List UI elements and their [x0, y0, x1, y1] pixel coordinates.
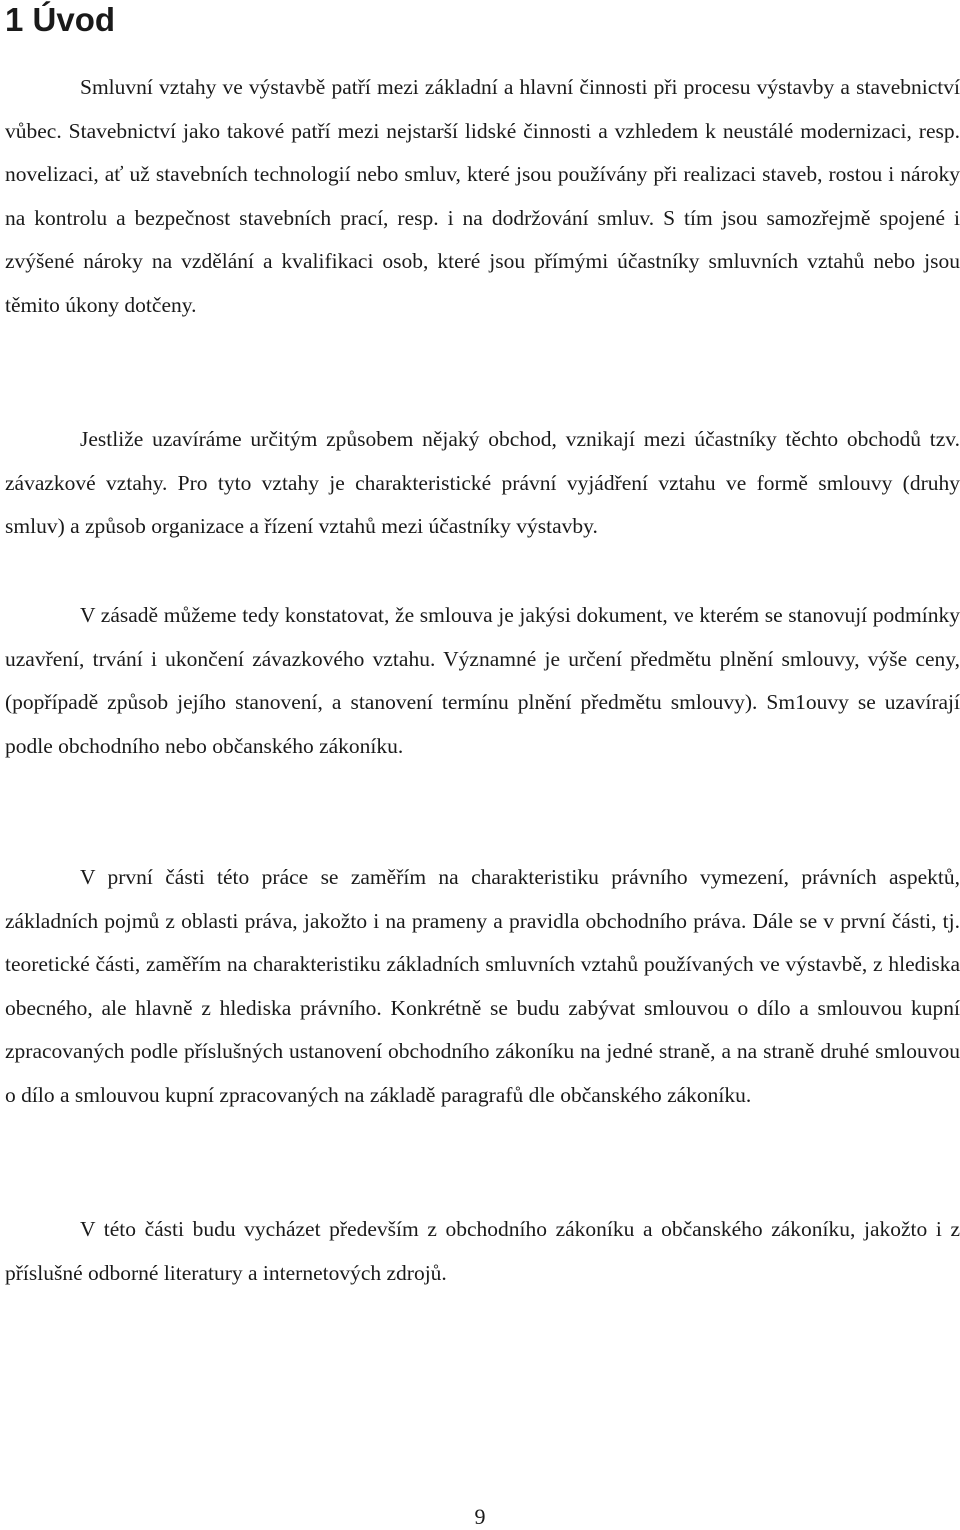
paragraph-2: Jestliže uzavíráme určitým způsobem nějaký obchod, vznikají mezi účastníky těchto obchodů tzv. závazkové vztahy. Pro tyto vztahy je charakteristické právní vyjádření vztahu ve formě smlouvy (druhy smluv) a způsob organizace a řízení vztahů mezi účastníky výstavby. — [5, 427, 960, 538]
paragraph-4: V první části této práce se zaměřím na charakteristiku právního vymezení, právních aspektů, základních pojmů z oblasti práva, jakožto i na prameny a pravidla obchodního práva. Dále se v první části, tj. teoretické části, zaměřím na charakteristiku základních smluvních vztahů používaných ve výstavbě, z hlediska obecného, ale hlavně z hlediska právního. Konkrétně se budu zabývat smlouvou o dílo a smlouvou kupní zpracovaných podle příslušných ustanovení obchodního zákoníku na jedné straně, a na straně druhé smlouvou o dílo a smlouvou kupní zpracovaných na základě paragrafů dle občanského zákoníku. — [5, 865, 960, 1107]
paragraph-3: V zásadě můžeme tedy konstatovat, že smlouva je jakýsi dokument, ve kterém se stanovují podmínky uzavření, trvání i ukončení závazkového vztahu. Významné je určení předmětu plnění smlouvy, výše ceny, (popřípadě způsob jejího stanovení, a stanovení termínu plnění předmětu smlouvy). Sm1ouvy se uzavírají podle obchodního nebo občanského zákoníku. — [5, 603, 960, 758]
paragraph-5: V této části budu vycházet především z obchodního zákoníku a občanského zákoníku, jakožto i z příslušné odborné literatury a internetových zdrojů. — [5, 1217, 960, 1285]
chapter-heading: 1 Úvod — [5, 1, 116, 38]
paragraph-1: Smluvní vztahy ve výstavbě patří mezi základní a hlavní činnosti při procesu výstavby a stavebnictví vůbec. Stavebnictví jako takové patří mezi nejstarší lidské činnosti a vzhledem k neustálé modernizaci, resp. novelizaci, ať už stavebních technologií nebo smluv, které jsou používány při realizaci staveb, rostou i nároky na kontrolu a bezpečnost stavebních prací, resp. i na dodržování smluv. S tím jsou samozřejmě spojené i zvýšené nároky na vzdělání a kvalifikaci osob, které jsou přímými účastníky smluvních vztahů nebo jsou těmito úkony dotčeny. — [5, 75, 960, 317]
page-number: 9 — [474, 1504, 486, 1529]
